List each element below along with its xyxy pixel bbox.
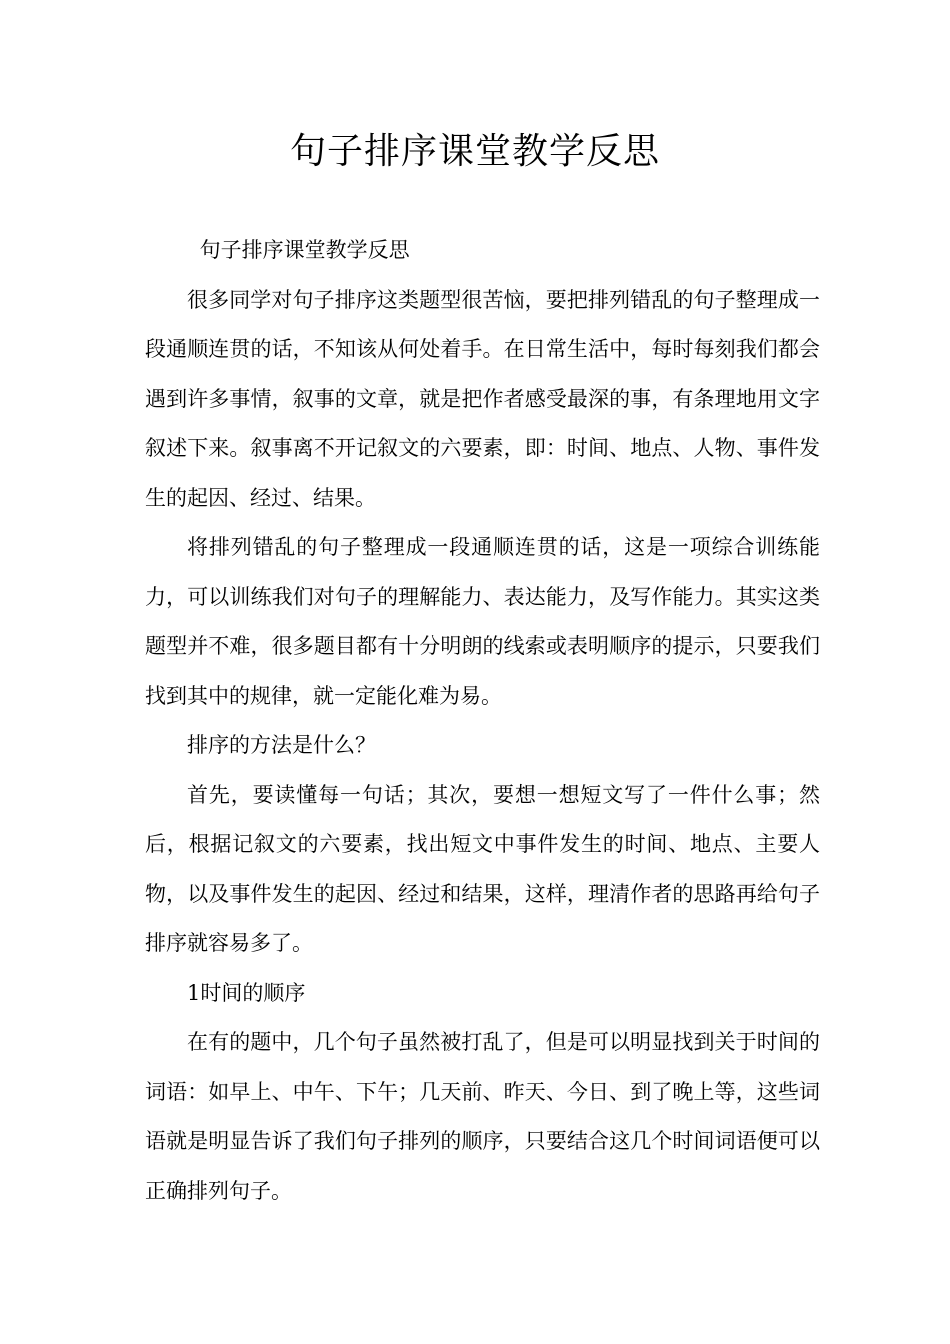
time-order-paragraph: 在有的题中，几个句子虽然被打乱了，但是可以明显找到关于时间的词语：如早上、中午、下午；几天前、昨天、今日、到了晚上等，这些词语就是明显告诉了我们句子排列的顺序，只要结合这几个时间词语便可以正确排列句子。 (145, 1030, 820, 1203)
method-question-heading: 排序的方法是什么？ (187, 733, 376, 757)
intro-paragraph: 很多同学对句子排序这类题型很苦恼，要把排列错乱的句子整理成一段通顺连贯的话，不知该从何处着手。在日常生活中，每时每刻我们都会遇到许多事情，叙事的文章，就是把作者感受最深的事，有条理地用文字叙述下来。叙事离不开记叙文的六要素，即：时间、地点、人物、事件发生的起因、经过、结果。 (145, 287, 820, 510)
document-body (145, 226, 820, 1216)
time-order-heading: 1时间的顺序 (187, 980, 306, 1005)
ability-paragraph: 将排列错乱的句子整理成一段通顺连贯的话，这是一项综合训练能力，可以训练我们对句子的理解能力、表达能力，及写作能力。其实这类题型并不难，很多题目都有十分明朗的线索或表明顺序的提示，只要我们找到其中的规律，就一定能化难为易。 (145, 535, 820, 708)
method-paragraph: 首先，要读懂每一句话；其次，要想一想短文写了一件什么事；然后，根据记叙文的六要素，找出短文中事件发生的时间、地点、主要人物，以及事件发生的起因、经过和结果，这样，理清作者的思路再给句子排序就容易多了。 (145, 782, 820, 955)
subtitle-paragraph: 句子排序课堂教学反思 (199, 238, 410, 262)
document-title: 句子排序课堂教学反思 (289, 131, 660, 172)
